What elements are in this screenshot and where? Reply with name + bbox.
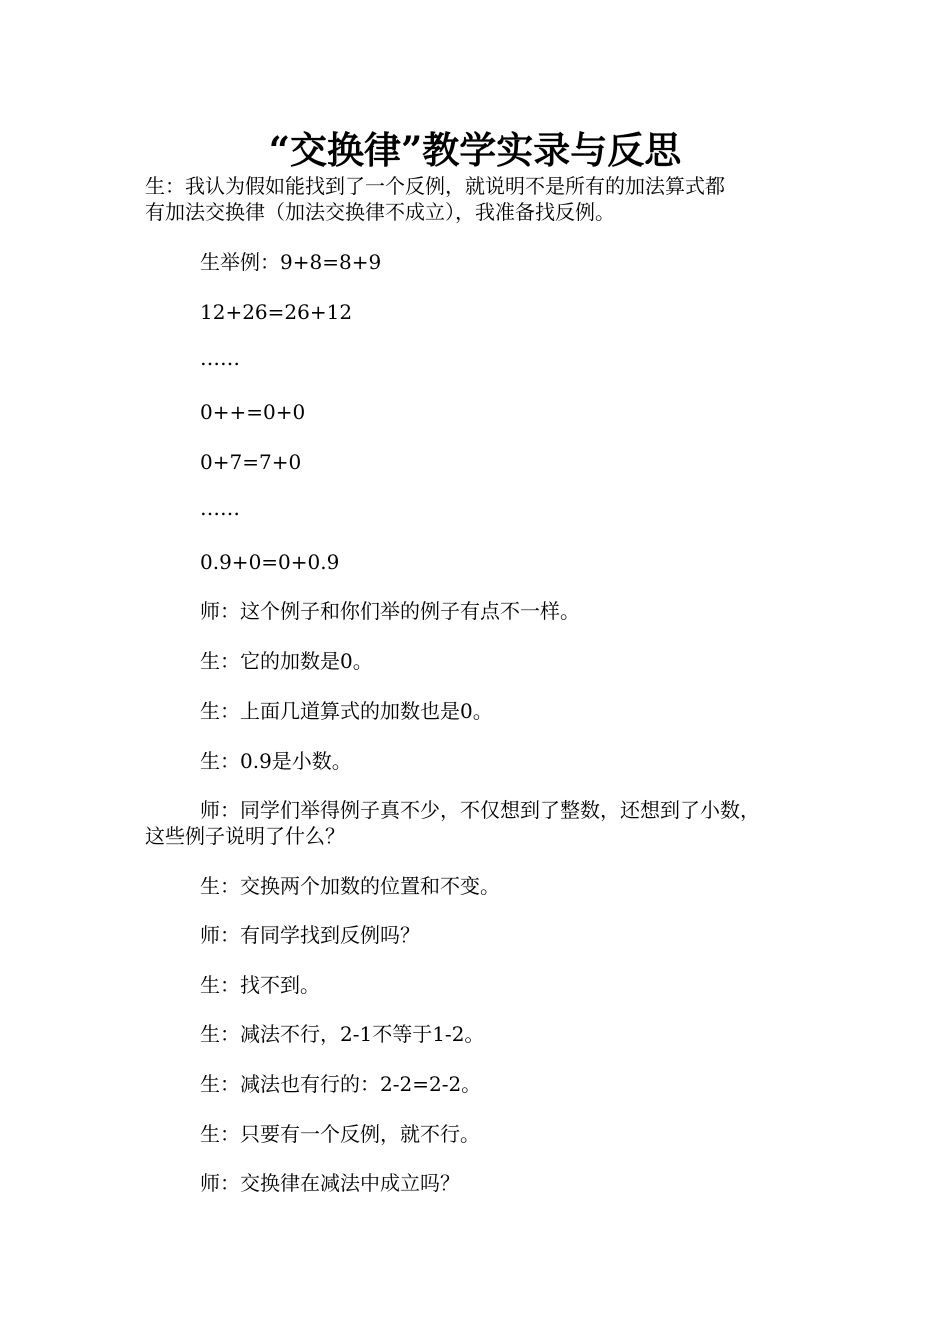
paragraph-example-intro: 生举例：9+8=8+9 bbox=[200, 250, 382, 274]
paragraph-teacher-3: 师：有同学找到反例吗？ bbox=[200, 923, 420, 947]
intro-paragraph bbox=[145, 173, 825, 225]
paragraph-teacher-4: 师：交换律在减法中成立吗？ bbox=[200, 1171, 460, 1195]
intro-line-1: 生：我认为假如能找到了一个反例，就说明不是所有的加法算式都 bbox=[145, 174, 725, 198]
teacher-2-line-1: 师：同学们举得例子真不少，不仅想到了整数，还想到了小数， bbox=[200, 798, 760, 822]
teacher-2-line-2: 这些例子说明了什么？ bbox=[145, 824, 345, 848]
paragraph-student-7: 生：减法也有行的：2-2=2-2。 bbox=[200, 1072, 482, 1096]
paragraph-student-5: 生：找不到。 bbox=[200, 973, 320, 997]
paragraph-ellipsis-1: …… bbox=[200, 346, 240, 370]
paragraph-student-3: 生：0.9是小数。 bbox=[200, 749, 352, 773]
paragraph-example-2: 12+26=26+12 bbox=[200, 300, 353, 324]
paragraph-ellipsis-2: …… bbox=[200, 496, 240, 520]
paragraph-student-8: 生：只要有一个反例，就不行。 bbox=[200, 1122, 480, 1146]
intro-line-2: 有加法交换律（加法交换律不成立），我准备找反例。 bbox=[145, 200, 615, 224]
paragraph-example-5: 0.9+0=0+0.9 bbox=[200, 550, 340, 574]
paragraph-student-6: 生：减法不行，2-1不等于1-2。 bbox=[200, 1022, 485, 1046]
paragraph-example-3: 0++=0+0 bbox=[200, 400, 306, 424]
paragraph-example-4: 0+7=7+0 bbox=[200, 450, 302, 474]
paragraph-teacher-2 bbox=[145, 797, 835, 849]
paragraph-student-2: 生：上面几道算式的加数也是0。 bbox=[200, 699, 493, 723]
document-title: “交换律”教学实录与反思 bbox=[268, 128, 682, 172]
paragraph-student-1: 生：它的加数是0。 bbox=[200, 649, 373, 673]
paragraph-student-4: 生：交换两个加数的位置和不变。 bbox=[200, 874, 500, 898]
paragraph-teacher-1: 师：这个例子和你们举的例子有点不一样。 bbox=[200, 599, 580, 623]
